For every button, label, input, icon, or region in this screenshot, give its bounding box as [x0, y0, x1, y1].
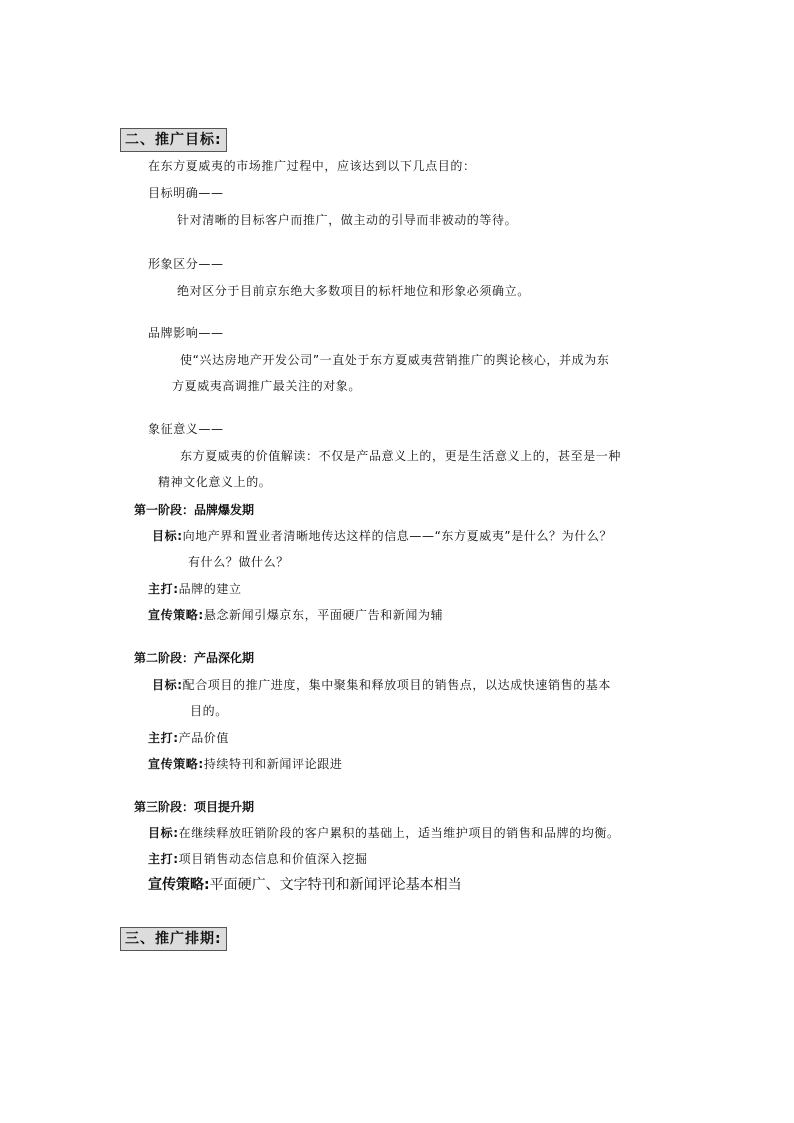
goal-title-symbol: 象征意义—— — [148, 422, 224, 436]
phase2-goal-label: 目标: — [152, 678, 183, 692]
goal-text-clarity: 针对清晰的目标客户而推广，做主动的引导而非被动的等待。 — [177, 213, 518, 227]
goal-text-image: 绝对区分于目前京东绝大多数项目的标杆地位和形象必须确立。 — [177, 284, 530, 298]
goal-text-symbol-line2: 精神文化意义上的。 — [158, 475, 272, 489]
phase1-promo — [148, 607, 443, 623]
goal-title-image: 形象区分—— — [148, 257, 224, 271]
phase1-main-label: 主打: — [148, 582, 179, 596]
phase2-main-label: 主打: — [148, 731, 179, 745]
phase2-goal — [152, 677, 611, 693]
phase1-main-text: 品牌的建立 — [178, 582, 242, 596]
phase3-main — [148, 851, 368, 867]
phase3-goal-label: 目标: — [148, 826, 179, 840]
phase2-goal-text-line1: 配合项目的推广进度，集中聚集和释放项目的销售点，以达成快速销售的基本 — [182, 678, 612, 692]
phase1-promo-label: 宣传策略: — [148, 608, 204, 622]
phase1-goal-label: 目标: — [152, 529, 183, 543]
phase2-main — [148, 730, 229, 746]
phase3-promo — [148, 876, 462, 894]
goal-text-brand-line2: 方夏威夷高调推广最关注的对象。 — [172, 379, 362, 393]
phase1-promo-text: 悬念新闻引爆京东，平面硬广告和新闻为辅 — [203, 608, 444, 622]
phase3-main-text: 项目销售动态信息和价值深入挖掘 — [178, 852, 368, 866]
section-heading-promotion-goals: 二、推广目标: — [120, 128, 227, 152]
phase1-main — [148, 581, 242, 597]
phase2-promo-label: 宣传策略: — [148, 757, 204, 771]
phase1-goal — [152, 528, 612, 544]
goal-text-brand-line1: 使“兴达房地产开发公司”一直处于东方夏威夷营销推广的舆论核心，并成为东 — [180, 353, 610, 367]
phase2-promo — [148, 756, 342, 772]
phase2-promo-text: 持续特刊和新闻评论跟进 — [203, 757, 343, 771]
phase1-goal-text-line1: 向地产界和置业者清晰地传达这样的信息——“东方夏威夷”是什么？为什么？ — [182, 529, 613, 543]
section-heading-promotion-schedule: 三、推广排期: — [120, 927, 227, 951]
intro-text: 在东方夏威夷的市场推广过程中，应该达到以下几点目的： — [148, 159, 476, 173]
phase2-main-text: 产品价值 — [178, 731, 230, 745]
goal-text-symbol-line1: 东方夏威夷的价值解读：不仅是产品意义上的，更是生活意义上的，甚至是一种 — [180, 449, 622, 463]
phase3-goal — [148, 825, 620, 841]
phase-title-2: 第二阶段：产品深化期 — [134, 651, 255, 665]
goal-title-brand: 品牌影响—— — [148, 326, 224, 340]
phase3-promo-text: 平面硬广、文字特刊和新闻评论基本相当 — [209, 877, 462, 893]
phase-title-1: 第一阶段：品牌爆发期 — [134, 503, 255, 517]
phase3-promo-label: 宣传策略: — [148, 877, 210, 893]
phase1-goal-text-line2: 有什么？做什么？ — [188, 555, 289, 569]
goal-title-clarity: 目标明确—— — [148, 186, 224, 200]
phase-title-3: 第三阶段：项目提升期 — [134, 800, 255, 814]
phase3-goal-text-line1: 在继续释放旺销阶段的客户累积的基础上，适当维护项目的销售和品牌的均衡。 — [178, 826, 620, 840]
phase3-main-label: 主打: — [148, 852, 179, 866]
phase2-goal-text-line2: 目的。 — [190, 704, 228, 718]
